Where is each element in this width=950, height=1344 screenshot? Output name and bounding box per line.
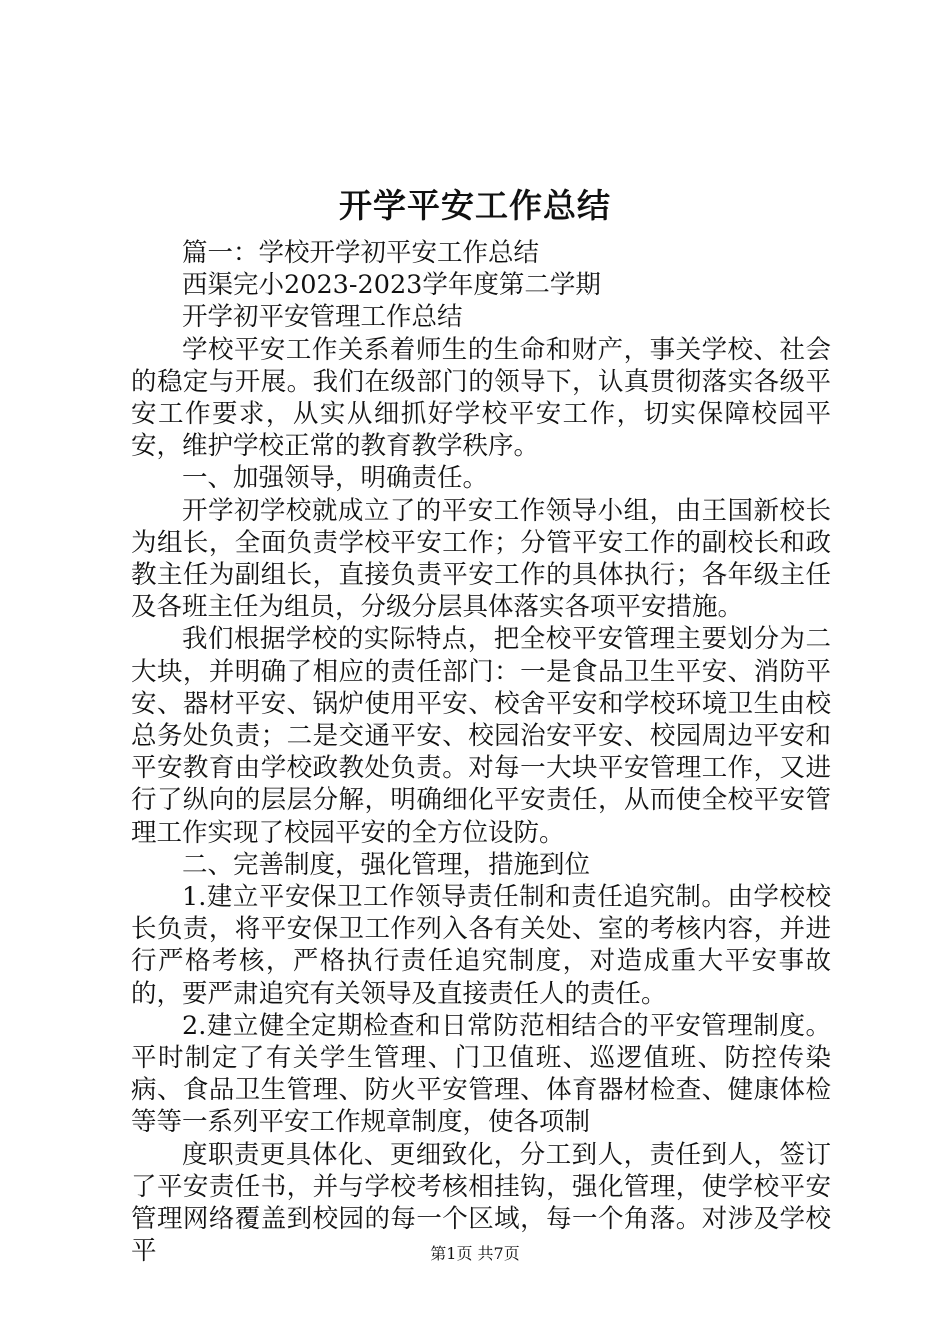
page-number-footer: 第1页 共7页: [430, 1244, 520, 1263]
document-body: [131, 237, 831, 1268]
paragraph-school-term: 西渠完小2023-2023学年度第二学期: [182, 270, 601, 301]
paragraph-heading-part-one: 篇一：学校开学初平安工作总结: [182, 238, 540, 268]
paragraph-subtitle: 开学初平安管理工作总结: [182, 302, 463, 333]
paragraph-responsibility-division: 我们根据学校的实际特点，把全校平安管理主要划分为二大块，并明确了相应的责任部门：一是食品卫生平安、消防平安、器材平安、锅炉使用平安、校舍平安和学校环境卫生由校总务处负责；二是交通平安、校园治安平安、校园周边平安和平安教育由学校政教处负责。对每一大块平安管理工作，又进行了纵向的层层分解，明确细化平安责任，从而使全校平安管理工作实现了校园平安的全方位设防。: [131, 624, 831, 848]
paragraph-section-two-heading: 二、完善制度，强化管理，措施到位: [182, 849, 591, 880]
document-title: 开学平安工作总结: [339, 186, 611, 225]
paragraph-section-one-heading: 一、加强领导，明确责任。: [182, 463, 489, 494]
paragraph-continuation: 度职责更具体化、更细致化，分工到人，责任到人，签订了平安责任书，并与学校考核相挂钩，强化管理，使学校平安管理网络覆盖到校园的每一个区域，每一个角落。对涉及学校平: [131, 1139, 831, 1267]
paragraph-intro: 学校平安工作关系着师生的生命和财产，事关学校、社会的稳定与开展。我们在级部门的领导下，认真贯彻落实各级平安工作要求，从实从细抓好学校平安工作，切实保障校园平安，维护学校正常的教育教学秩序。: [131, 334, 831, 462]
paragraph-leadership-group: 开学初学校就成立了的平安工作领导小组，由王国新校长为组长，全面负责学校平安工作；分管平安工作的副校长和政教主任为副组长，直接负责平安工作的具体执行；各年级主任及各班主任为组员，分级分层具体落实各项平安措施。: [131, 495, 831, 623]
paragraph-item-one: 1.建立平安保卫工作领导责任制和责任追究制。由学校校长负责，将平安保卫工作列入各有关处、室的考核内容，并进行严格考核，严格执行责任追究制度，对造成重大平安事故的，要严肃追究有关领导及直接责任人的责任。: [131, 882, 831, 1009]
paragraph-item-two: 2.建立健全定期检查和日常防范相结合的平安管理制度。平时制定了有关学生管理、门卫值班、巡逻值班、防控传染病、食品卫生管理、防火平安管理、体育器材检查、健康体检等等一系列平安工作规章制度，使各项制: [131, 1010, 831, 1138]
